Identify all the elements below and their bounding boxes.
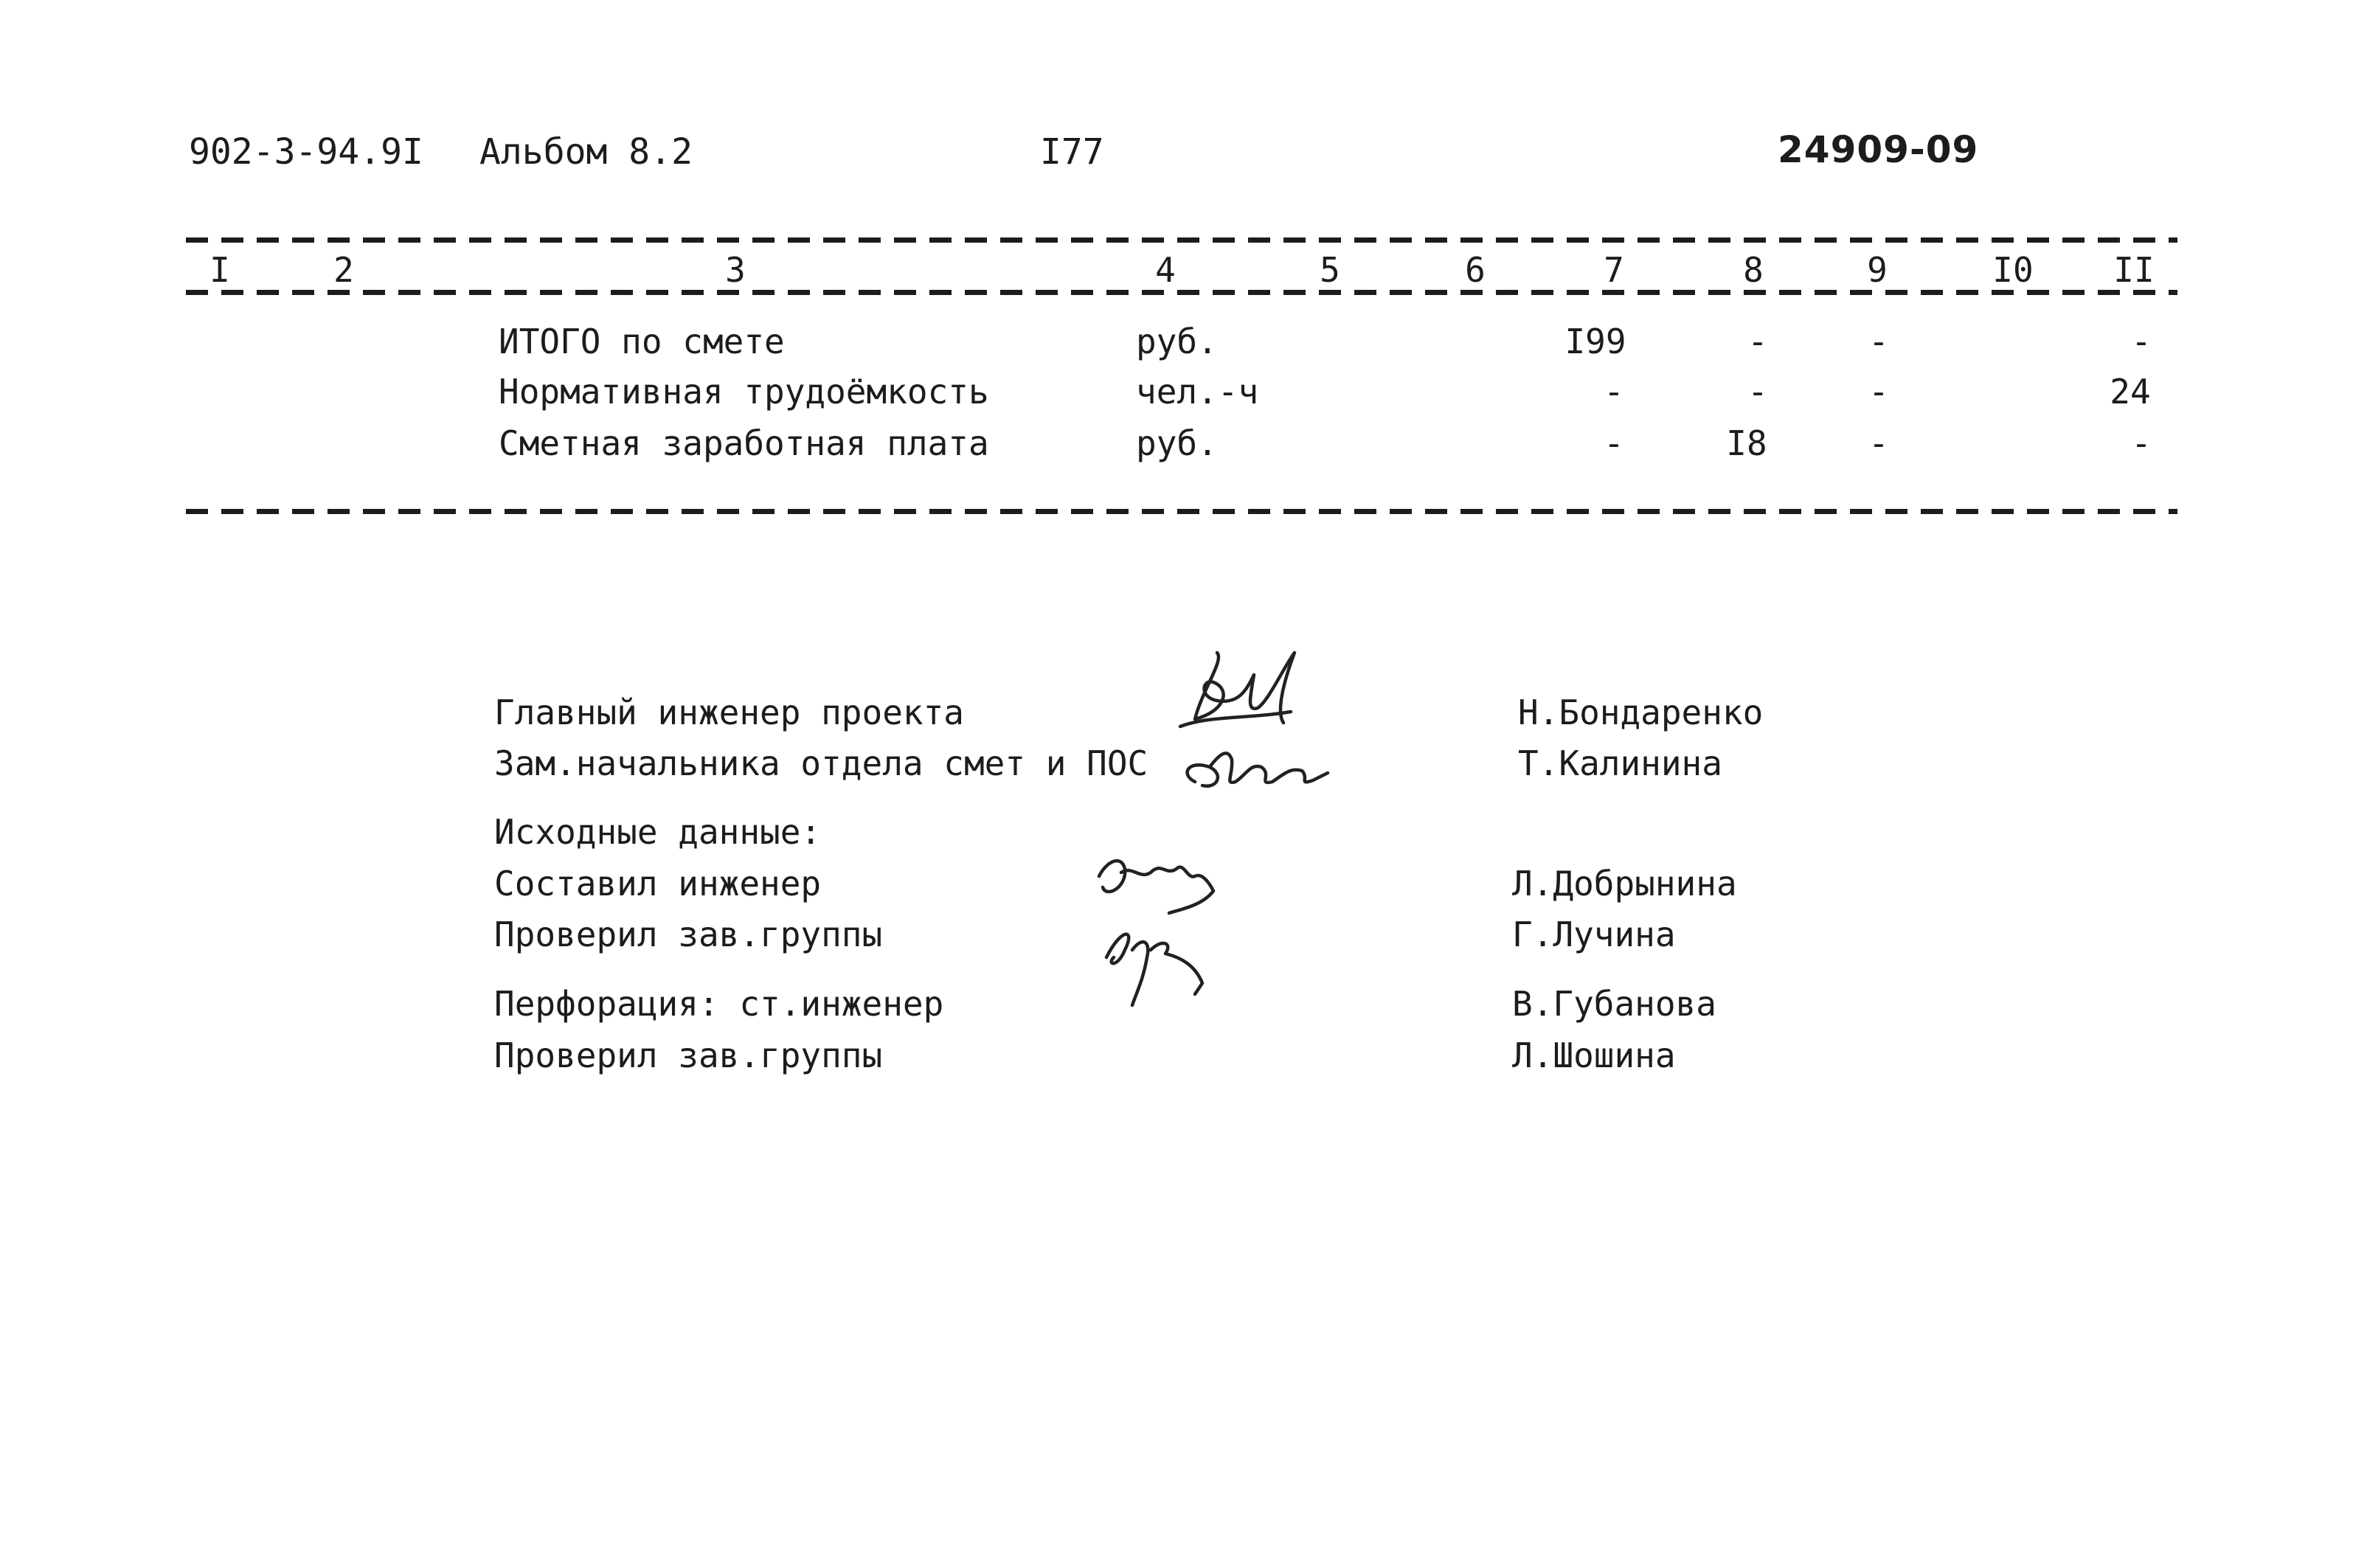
cell-col11: - — [2131, 423, 2152, 463]
row-unit: руб. — [1136, 423, 1218, 463]
cell-col8: - — [1747, 322, 1768, 361]
column-number: 8 — [1743, 250, 1764, 290]
name-checked-by-2: Л.Шошина — [1512, 1035, 1676, 1075]
role-perforation: Перфорация: ст.инженер — [494, 984, 944, 1024]
cell-col9: - — [1868, 322, 1889, 361]
column-number: 9 — [1867, 250, 1888, 290]
cell-col7: I99 — [1564, 322, 1626, 361]
table-bottom-rule — [186, 509, 2177, 514]
column-number: I — [209, 250, 230, 290]
document-code: 902-3-94.9I — [189, 131, 423, 173]
name-perforation: В.Губанова — [1512, 984, 1716, 1024]
signature-deputy-head — [1180, 745, 1342, 797]
column-number: 6 — [1465, 250, 1486, 290]
role-chief-engineer: Главный инженер проекта — [494, 693, 964, 732]
row-name: Нормативная трудоёмкость — [499, 372, 989, 412]
name-checked-by-1: Г.Лучина — [1512, 915, 1676, 954]
name-chief-engineer: Н.Бондаренко — [1518, 693, 1764, 732]
column-number: 4 — [1155, 250, 1176, 290]
album-label: Альбом 8.2 — [479, 131, 693, 173]
name-deputy-head: Т.Калинина — [1518, 743, 1722, 783]
column-number: II — [2113, 250, 2155, 290]
name-compiled-by: Л.Добрынина — [1512, 864, 1737, 903]
column-number: 5 — [1320, 250, 1340, 290]
page-number: I77 — [1040, 131, 1104, 173]
cell-col11: 24 — [2110, 372, 2151, 412]
cell-col9: - — [1868, 423, 1889, 463]
row-unit: чел.-ч — [1136, 372, 1259, 412]
inventory-number: 24909-09 — [1778, 128, 1979, 171]
role-deputy-head: Зам.начальника отдела смет и ПОС — [494, 743, 1148, 783]
table-header-rule — [186, 290, 2177, 295]
table-top-rule — [186, 237, 2177, 243]
role-checked-by-2: Проверил зав.группы — [494, 1035, 883, 1075]
row-name: ИТОГО по смете — [499, 322, 785, 361]
cell-col7: - — [1604, 423, 1624, 463]
cell-col11: - — [2131, 322, 2152, 361]
role-compiled-by: Составил инженер — [494, 864, 822, 903]
source-data-label: Исходные данные: — [494, 812, 822, 852]
column-number: 2 — [333, 250, 354, 290]
cell-col8: - — [1747, 372, 1768, 412]
cell-col9: - — [1868, 372, 1889, 412]
cell-col7: - — [1604, 372, 1624, 412]
column-number: I0 — [1992, 250, 2034, 290]
signature-compilers — [1092, 847, 1254, 1016]
row-unit: руб. — [1136, 322, 1218, 361]
column-number: 7 — [1604, 250, 1624, 290]
signature-chief-engineer — [1173, 645, 1320, 756]
row-name: Сметная заработная плата — [499, 423, 989, 463]
cell-col8: I8 — [1726, 423, 1767, 463]
role-checked-by-1: Проверил зав.группы — [494, 915, 883, 954]
column-number: 3 — [725, 250, 746, 290]
